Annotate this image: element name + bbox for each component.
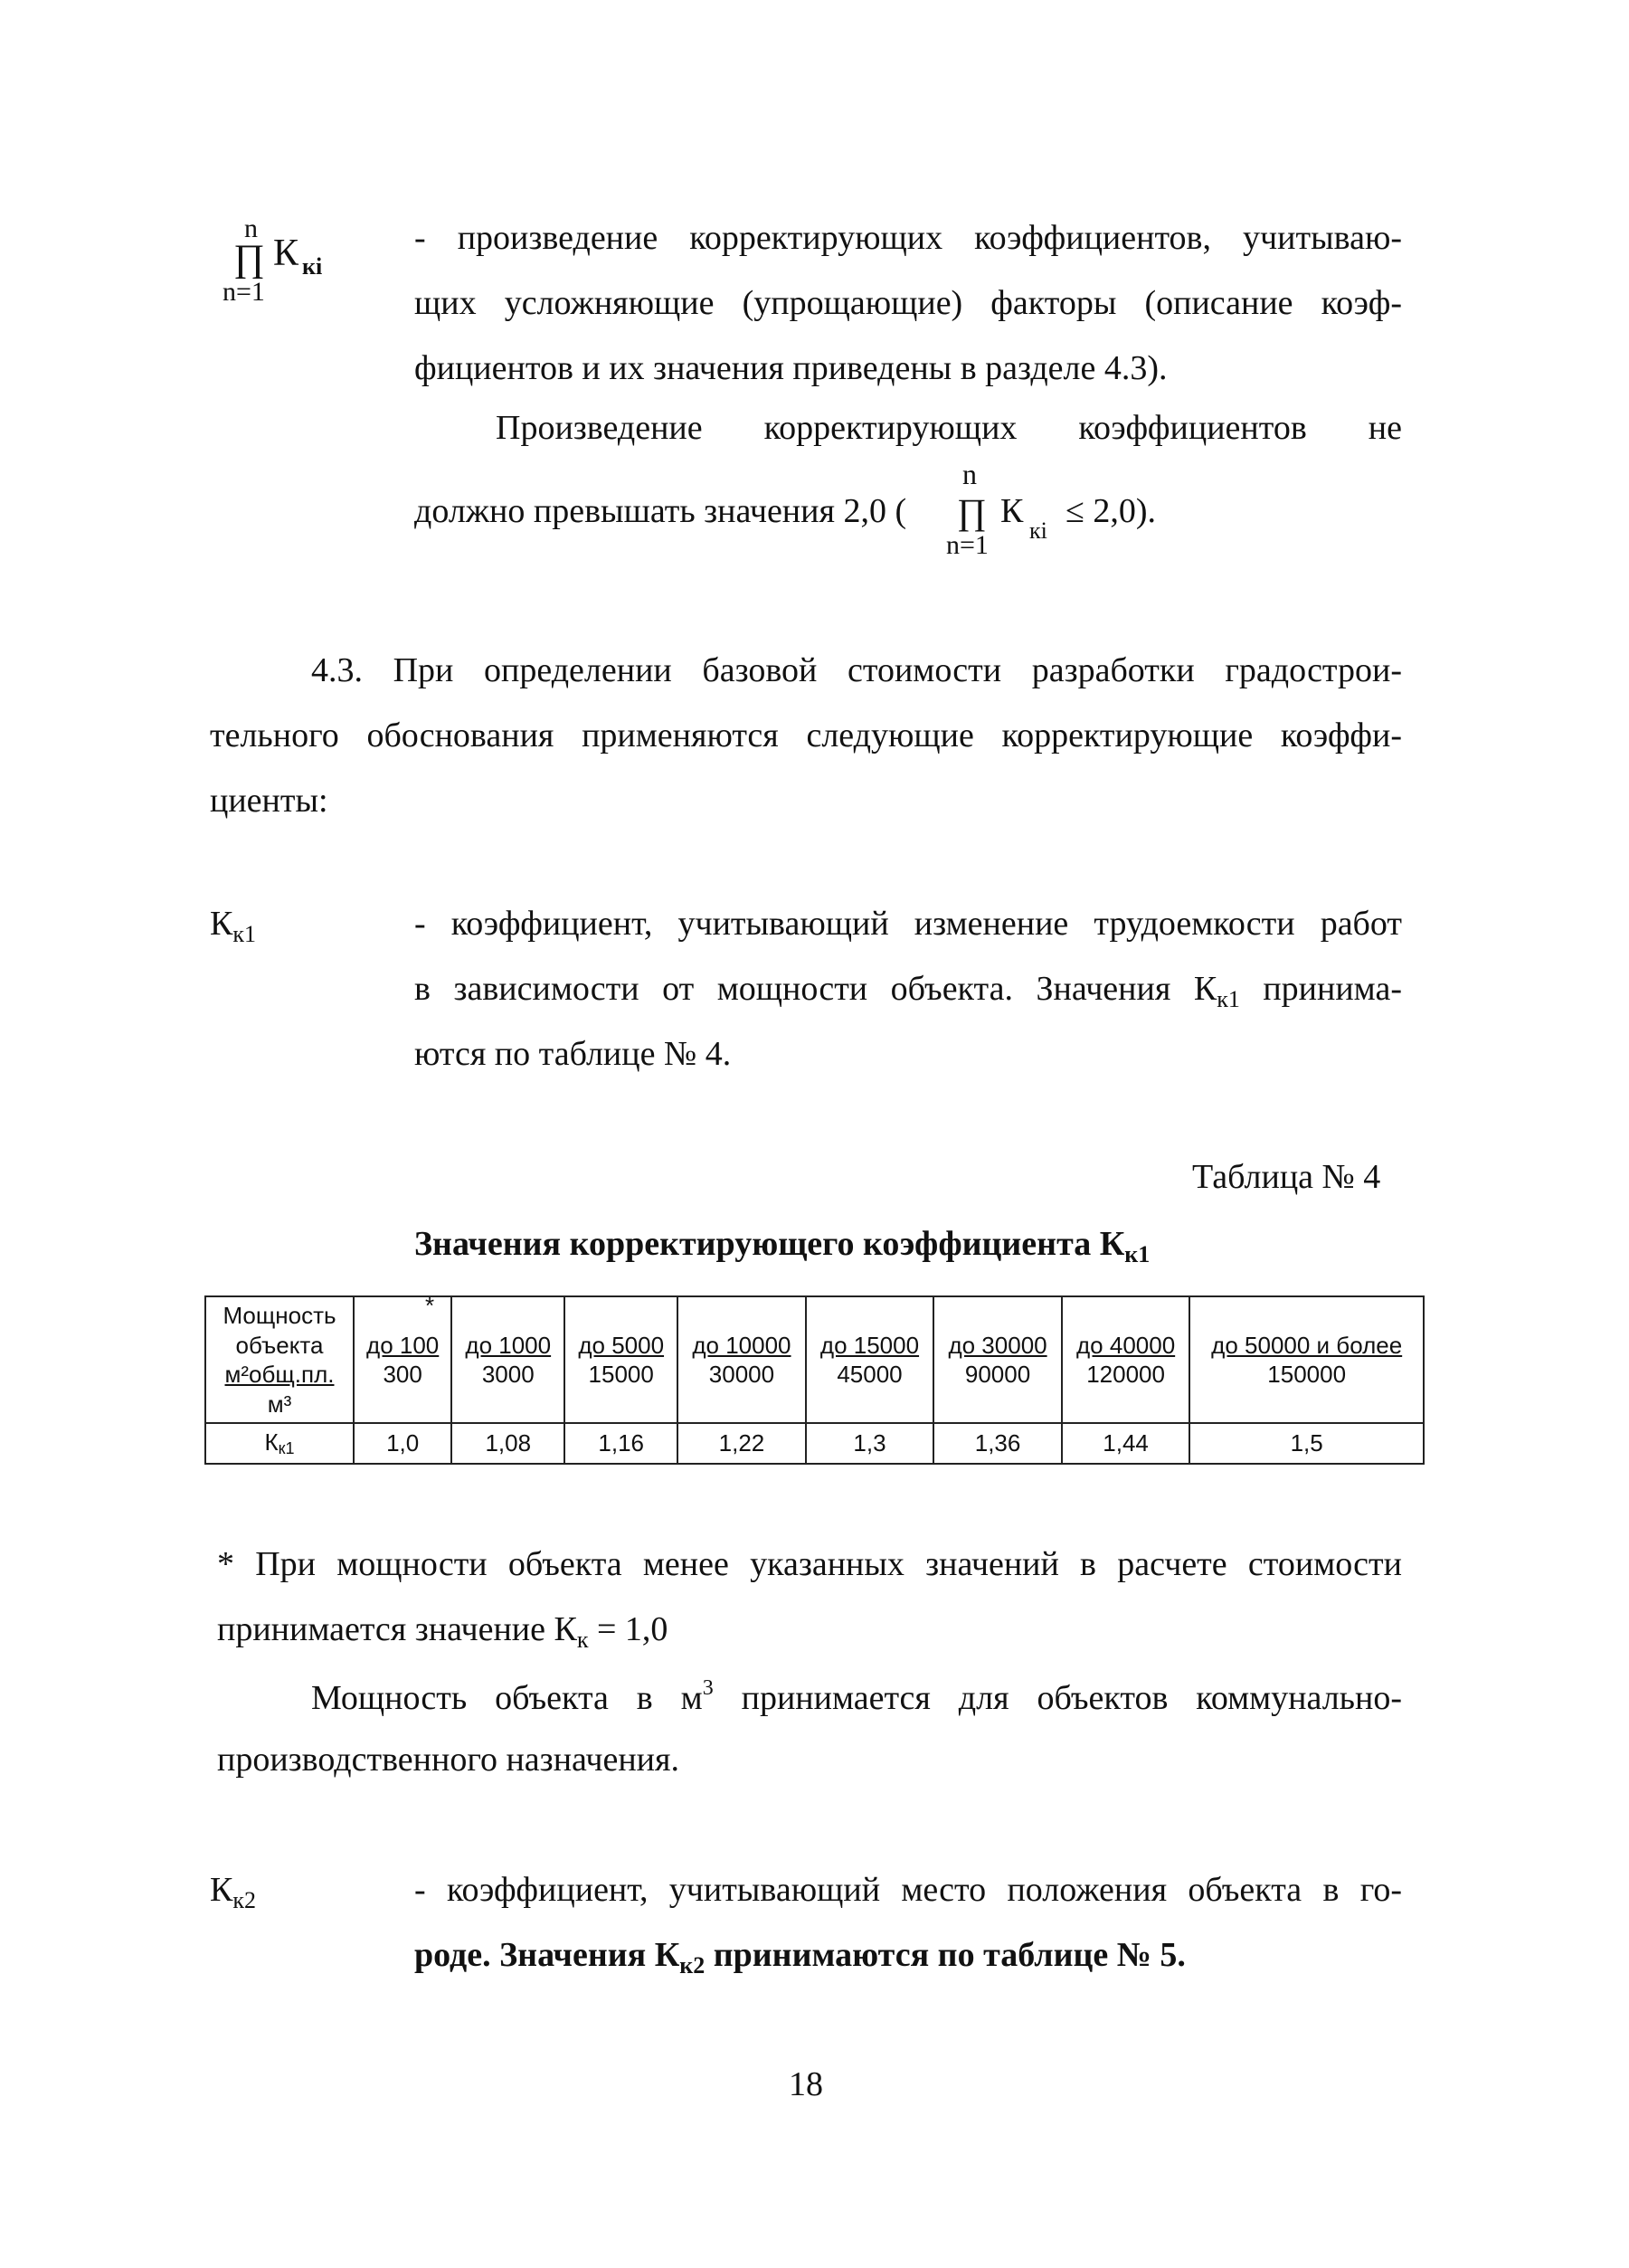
col-bottom: 30000: [708, 1361, 775, 1388]
para1-line1: - произведение корректирующих коэффициентов, учитываю-: [414, 219, 1402, 257]
kk1-line1: - коэффициент, учитывающий изменение трудоемкости работ: [414, 905, 1402, 943]
para2-prod-upper: n: [962, 458, 977, 490]
header-label-line3: м²общ.пл.: [224, 1361, 335, 1388]
kk2-line2: [414, 1938, 1186, 1978]
kk1-label-k: К: [210, 905, 233, 943]
note-line2-b: = 1,0: [588, 1610, 668, 1648]
col-top: до 40000: [1076, 1331, 1176, 1359]
para1-line3: фициентов и их значения приведены в разделе 4.3).: [414, 349, 1168, 387]
table4-value-cell: 1,08: [451, 1423, 564, 1464]
kk1-label-sub: к1: [232, 921, 256, 947]
col-bottom: 3000: [481, 1361, 535, 1388]
table4-title-sub: к1: [1124, 1241, 1151, 1267]
para-m3-line2: производственного назначения.: [217, 1741, 679, 1779]
table4-value-cell: 1,16: [564, 1423, 677, 1464]
header-label-line2: объекта: [235, 1331, 324, 1359]
table4-header-row: [205, 1296, 1424, 1423]
table4: [204, 1295, 1425, 1465]
table4-value-cell: 1,5: [1189, 1423, 1424, 1464]
kk2-line2-b: принимаются по таблице № 5.: [705, 1936, 1186, 1974]
col-top: до 1000: [465, 1331, 552, 1359]
coefficient-k: К: [273, 232, 299, 274]
kk1-line3: ются по таблице № 4.: [414, 1035, 732, 1073]
para2-line2: [414, 458, 1228, 560]
table4-star: *: [425, 1292, 435, 1319]
para-m3-sup: 3: [702, 1676, 714, 1700]
col-bottom: 150000: [1267, 1361, 1347, 1388]
section43-line1: 4.3. При определении базовой стоимости разработки градострои-: [311, 651, 1402, 689]
table4-value-cell: 1,3: [806, 1423, 934, 1464]
table4-header-col: [354, 1296, 451, 1423]
col-top: до 100: [366, 1331, 440, 1359]
col-bottom: 120000: [1086, 1361, 1165, 1388]
table4-header-col: [677, 1296, 806, 1423]
para2-line2-start: должно превышать значения 2,0 (: [414, 492, 907, 530]
table4-title-text: Значения корректирующего коэффициента К: [414, 1225, 1125, 1263]
table4-header-col: [806, 1296, 934, 1423]
para-m3-line1-a: Мощность объекта в м: [311, 1679, 703, 1717]
table4-header-col: [564, 1296, 677, 1423]
col-bottom: 300: [383, 1361, 422, 1388]
kk1-line2: [414, 972, 1402, 1011]
kk1-line2-a: в зависимости от мощности объекта. Значения К: [414, 970, 1217, 1008]
product-symbol: ∏: [233, 238, 265, 280]
header-label-line1: Мощность: [223, 1302, 336, 1329]
kk2-line2-a: роде. Значения К: [414, 1936, 680, 1974]
table4-title: [414, 1227, 1150, 1267]
kk1-label: [210, 906, 256, 946]
para2-k: К: [1000, 492, 1024, 530]
row-label-sub: к1: [278, 1439, 295, 1457]
table4-value-cell: 1,44: [1062, 1423, 1190, 1464]
col-bottom: 45000: [837, 1361, 903, 1388]
col-top: до 15000: [819, 1331, 920, 1359]
kk2-line2-sub: к2: [679, 1952, 706, 1979]
note-line2: [217, 1612, 668, 1652]
col-top: до 50000 и более: [1211, 1331, 1403, 1359]
table4-value-cell: 1,0: [354, 1423, 451, 1464]
table4-value-row: [205, 1423, 1424, 1464]
col-bottom: 15000: [588, 1361, 654, 1388]
para-m3-line1: [311, 1677, 1402, 1715]
kk1-line2-sub: к1: [1217, 986, 1240, 1012]
note-line1: * При мощности объекта менее указанных значений в расчете стоимости: [217, 1545, 1402, 1583]
kk2-label: [210, 1873, 256, 1912]
product-upper-index: n: [244, 214, 258, 243]
kk2-label-sub: к2: [232, 1887, 256, 1913]
header-label-line4: м³: [267, 1390, 292, 1418]
para2-line2-end: ≤ 2,0).: [1065, 492, 1157, 530]
table4-header-col: [451, 1296, 564, 1423]
col-top: до 5000: [578, 1331, 665, 1359]
coefficient-sub: кi: [302, 253, 323, 280]
row-label-k: К: [264, 1428, 279, 1456]
note-line2-a: принимается значение К: [217, 1610, 577, 1648]
table4-header-label: [205, 1296, 354, 1423]
table4-row-label: [205, 1423, 354, 1464]
col-bottom: 90000: [964, 1361, 1031, 1388]
section43-line3: циенты:: [210, 782, 328, 820]
table4-value-cell: 1,22: [677, 1423, 806, 1464]
kk2-label-k: К: [210, 1871, 233, 1909]
col-top: до 30000: [948, 1331, 1047, 1359]
table4-header-col: [1189, 1296, 1424, 1423]
para2-prod-symbol: ∏: [957, 491, 987, 532]
kk2-line1: - коэффициент, учитывающий место положения объекта в го-: [414, 1871, 1402, 1909]
para-m3-line1-b: принимается для объектов коммунально-: [713, 1679, 1403, 1717]
table4-header-col: [1062, 1296, 1190, 1423]
product-formula-label: [206, 214, 342, 313]
para2-k-sub: кi: [1029, 517, 1047, 544]
page-number: 18: [789, 2065, 823, 2103]
section43-line2: тельного обоснования применяются следующие корректирующие коэффи-: [210, 716, 1402, 754]
table4-value-cell: 1,36: [933, 1423, 1062, 1464]
note-line2-sub: к: [576, 1627, 589, 1653]
table4-number: Таблица № 4: [1192, 1158, 1381, 1196]
para1-line2: щих усложняющие (упрощающие) факторы (описание коэф-: [414, 284, 1402, 322]
para2-line1: Произведение корректирующих коэффициентов не: [496, 409, 1402, 447]
table4-header-col: [933, 1296, 1062, 1423]
kk1-line2-b: принима-: [1239, 970, 1402, 1008]
para2-prod-lower: n=1: [946, 530, 989, 560]
col-top: до 10000: [692, 1331, 791, 1359]
product-lower-index: n=1: [223, 277, 265, 307]
